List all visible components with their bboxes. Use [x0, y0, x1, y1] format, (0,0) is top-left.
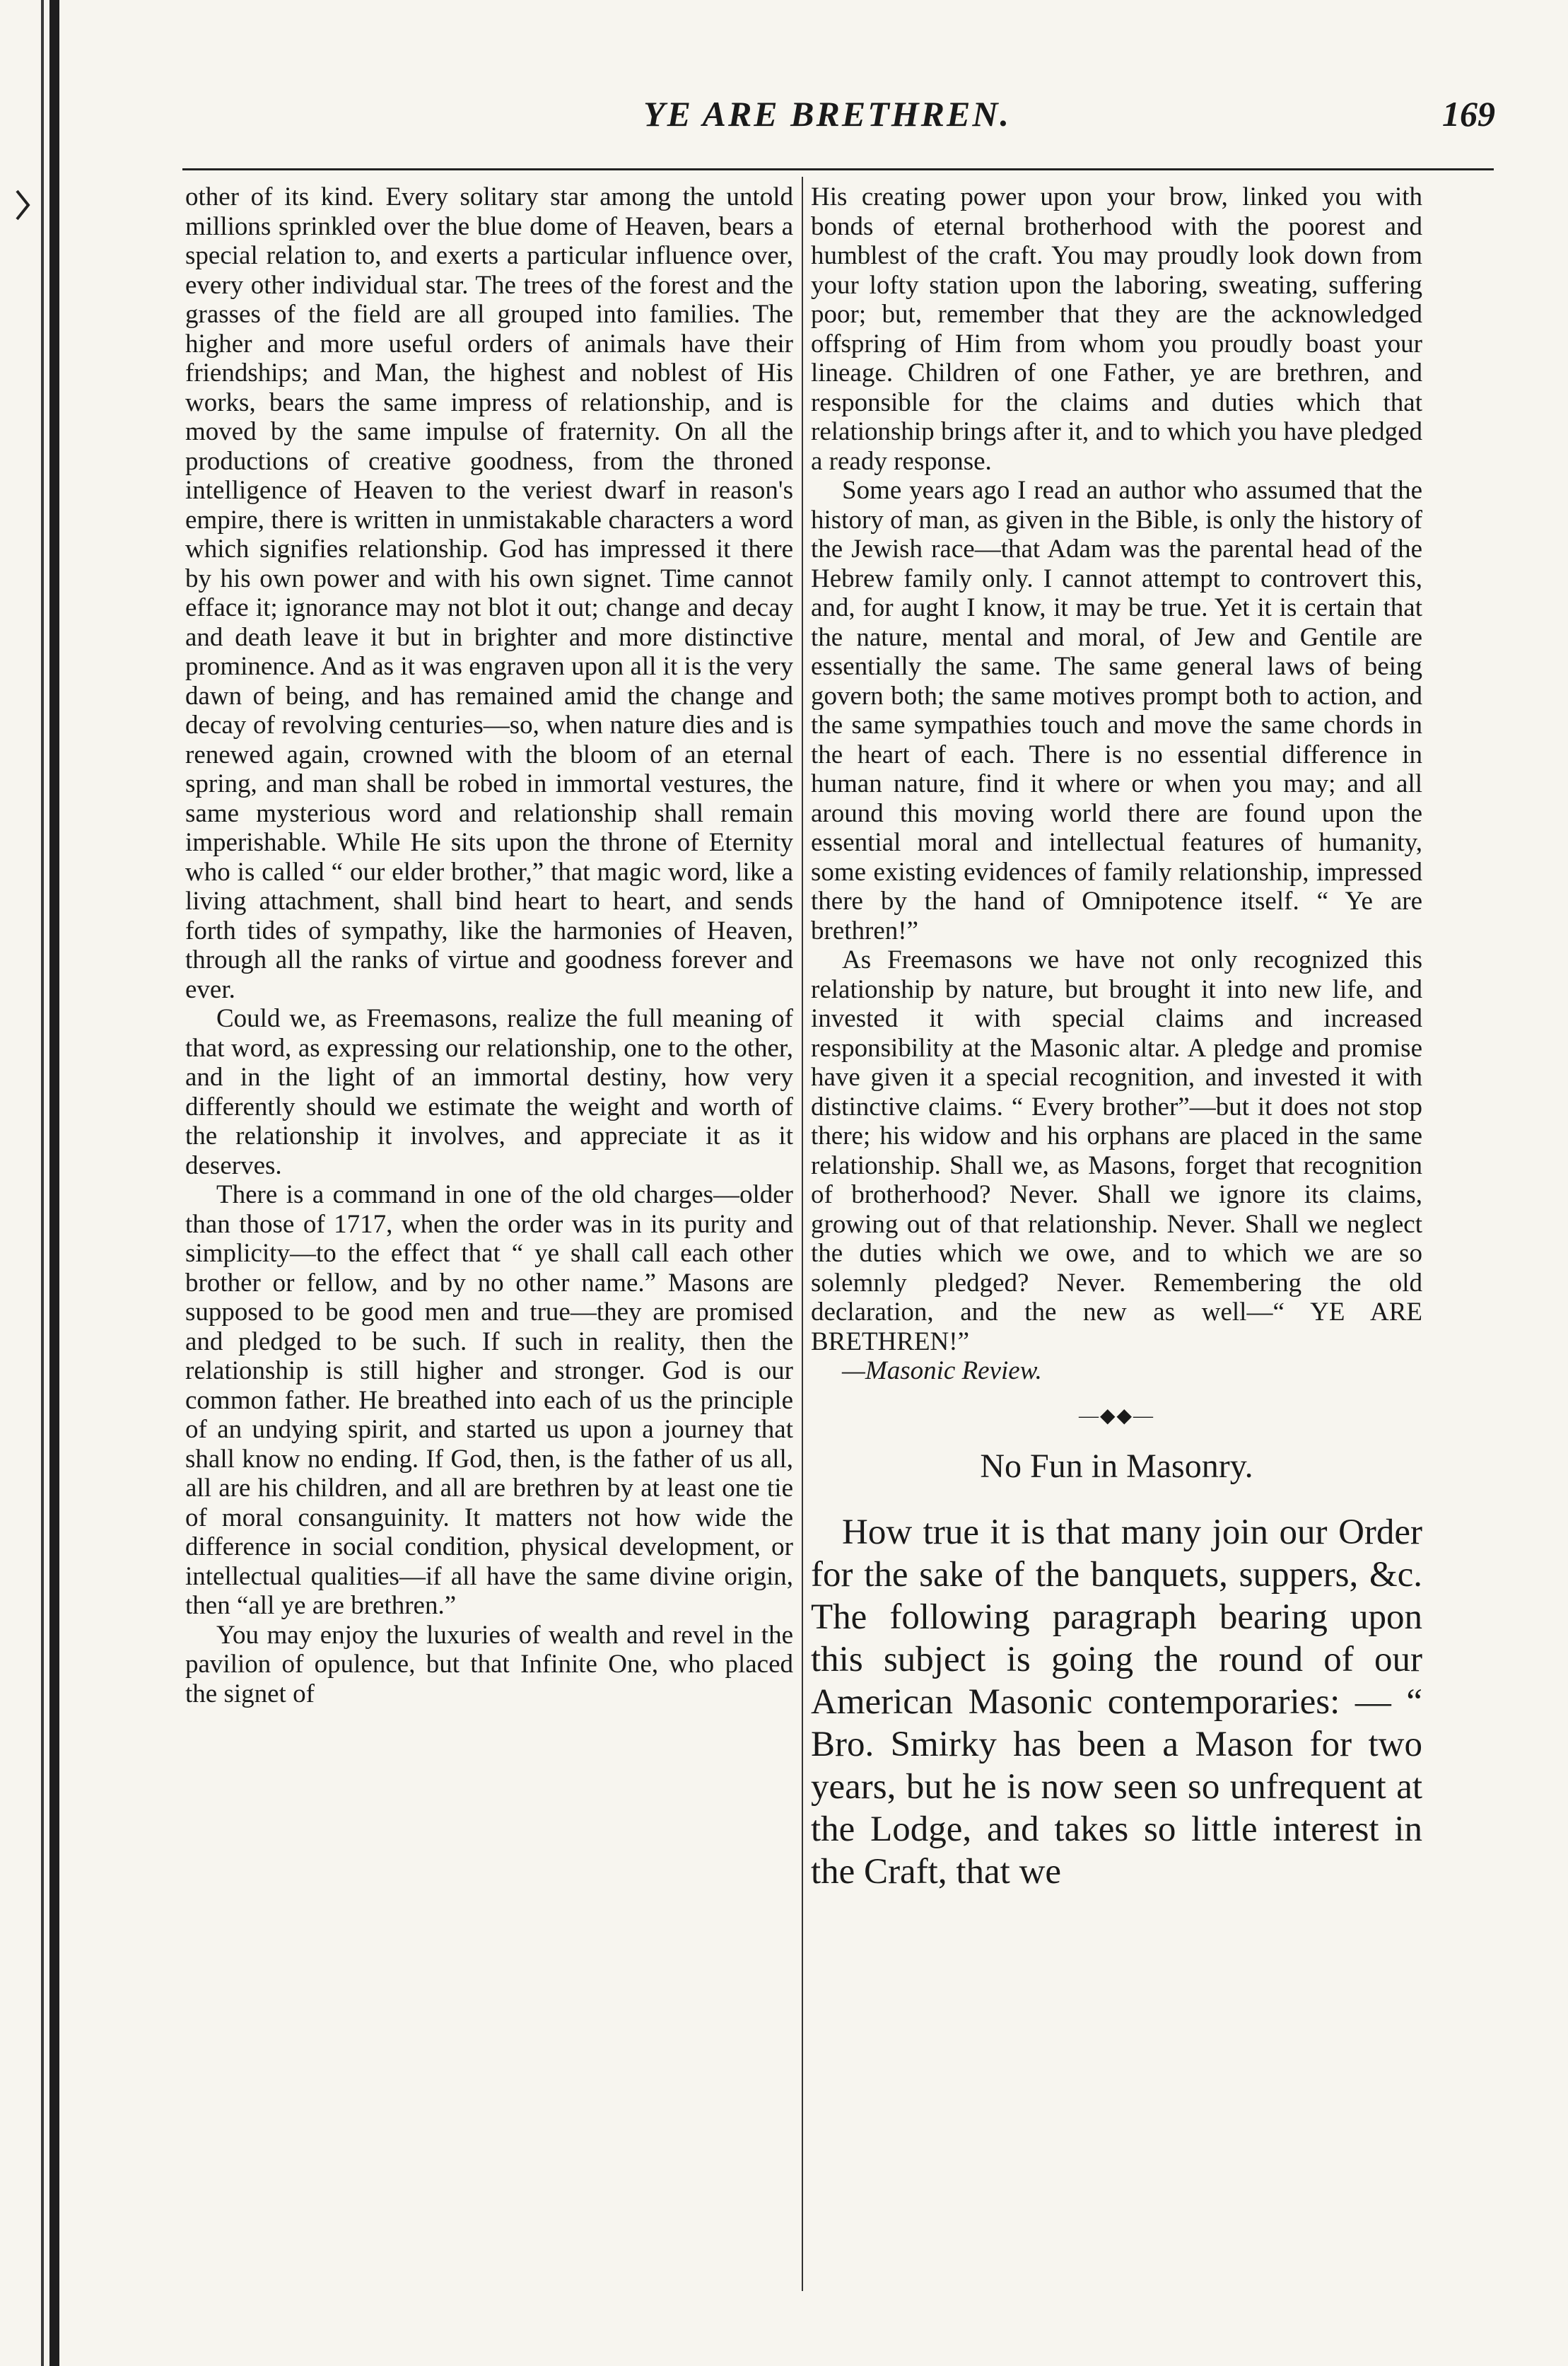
- running-title: YE ARE BRETHREN.: [643, 94, 1011, 134]
- paragraph: His creating power upon your brow, linked you with bonds of eternal brotherhood with the poorest and humblest of the craft. You may proudly look down from your lofty station upon the laboring, sweating, suffering poor; but, remember that they are the acknowledged offspring of Him from whom you proudly boast your lineage. Children of one Father, ye are brethren, and responsible for the claims and duties which that relationship brings after it, and to which you have pledged a ready response.: [811, 182, 1422, 476]
- binding-notch-icon: [14, 184, 34, 226]
- source-credit: —Masonic Review.: [842, 1356, 1042, 1385]
- binding-line-thick: [49, 0, 59, 2366]
- article-separator: —◆◆—: [1078, 1404, 1155, 1427]
- paragraph: Could we, as Freemasons, realize the full meaning of that word, as expressing our relationship, one to the other, and in the light of an immortal destiny, how very differently should we estimate the weight and worth of the relationship it involves, and appreciate it as it deserves.: [185, 1004, 793, 1180]
- paragraph: As Freemasons we have not only recognized this relationship by nature, but brought it into new life, and invested it with special claims and increased responsibility at the Masonic altar. A pledge and promise have given it a special recognition, and invested it with distinctive claims. “ Every brother”—but it does not stop there; his widow and his orphans are placed in the same relationship. Shall we, as Masons, forget that recognition of brotherhood? Never. Shall we ignore its claims, growing out of that relationship. Never. Shall we neglect the duties which we owe, and to which we are so solemnly pledged? Never. Remembering the old declaration, and the new as well—“ YE ARE BRETHREN!”: [811, 945, 1422, 1356]
- article-body: How true it is that many join our Order for the sake of the banquets, suppers, &c. The following paragraph bearing upon this subject is going the round of our American Masonic contemporaries: — “ Bro. Smirky has been a Mason for two years, but he is now seen so unfrequent at the Lodge, and takes so little interest in the Craft, that we: [811, 1512, 1422, 1892]
- left-column: [185, 182, 793, 1708]
- column-divider: [802, 177, 803, 2291]
- page-number: 169: [1442, 94, 1495, 134]
- paragraph: You may enjoy the luxuries of wealth and revel in the pavilion of opulence, but that Infinite One, who placed the signet of: [185, 1620, 793, 1708]
- page-binding-edge: [0, 0, 67, 2366]
- right-column: [811, 182, 1422, 1893]
- paragraph: other of its kind. Every solitary star among the untold millions sprinkled over the blue dome of Heaven, bears a special relation to, and exerts a particular influence over, every other individual star. The trees of the forest and the grasses of the field are all grouped into families. The higher and more useful orders of animals have their friendships; and Man, the highest and noblest of His works, bears the same impress of relationship, and is moved by the same impulse of fraternity. On all the productions of creative goodness, from the throned intelligence of Heaven to the veriest dwarf in reason's empire, there is written in unmistakable characters a word which signifies relationship. God has impressed it there by his own power and with his own signet. Time cannot efface it; ignorance may not blot it out; change and decay and death leave it but in brighter and more distinctive prominence. And as it was engraven upon all it is the very dawn of being, and has remained amid the change and decay of revolving centuries—so, when nature dies and is renewed again, crowned with the bloom of an eternal spring, and man shall be robed in immortal vestures, the same mysterious word and relationship shall remain imperishable. While He sits upon the throne of Eternity who is called “ our elder brother,” that magic word, like a living attachment, shall bind heart to heart, and sends forth tides of sympathy, like the harmonies of Heaven, through all the ranks of virtue and goodness forever and ever.: [185, 182, 793, 1004]
- paragraph: There is a command in one of the old charges—older than those of 1717, when the order was in its purity and simplicity—to the effect that “ ye shall call each other brother or fellow, and by no other name.” Masons are supposed to be good men and true—they are promised and pledged to be such. If such in reality, then the relationship is still higher and stronger. God is our common father. He breathed into each of us the principle of an undying spirit, and started us upon a journey that shall know no ending. If God, then, is the father of us all, all are his children, and all are brethren by at least one tie of moral consanguinity. It matters not how wide the difference in social condition, physical development, or intellectual qualities—if all have the same divine origin, then “all ye are brethren.”: [185, 1180, 793, 1620]
- header-rule: [182, 168, 1494, 170]
- binding-line-thin: [41, 0, 44, 2366]
- article-title: No Fun in Masonry.: [980, 1447, 1253, 1485]
- page-header: [170, 93, 1495, 150]
- paragraph: Some years ago I read an author who assumed that the history of man, as given in the Bible, is only the history of the Jewish race—that Adam was the parental head of the Hebrew family only. I cannot attempt to controvert this, and, for aught I know, it may be true. Yet it is certain that the nature, mental and moral, of Jew and Gentile are essentially the same. The same general laws of being govern both; the same motives prompt both to action, and the same sympathies touch and move the same chords in the heart of each. There is no essential difference in human nature, find it where or when you may; and all around this moving world there are found upon the essential moral and intellectual features of humanity, some existing evidences of family relationship, impressed there by the hand of Omnipotence itself. “ Ye are brethren!”: [811, 476, 1422, 945]
